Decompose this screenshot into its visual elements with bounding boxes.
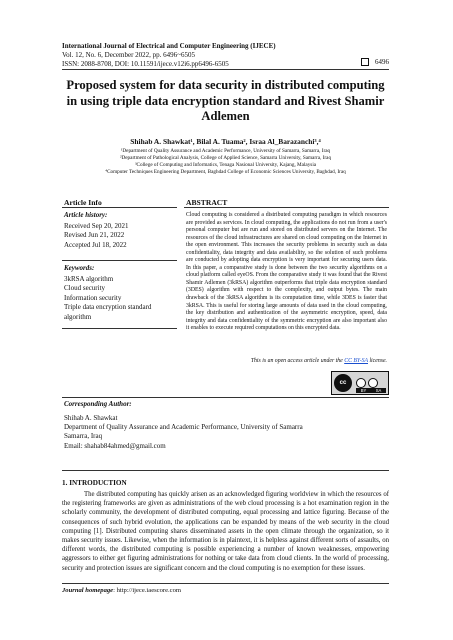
journal-name: International Journal of Electrical and Computer Engineering (IJECE): [62, 42, 276, 50]
author-list: Shihab A. Shawkat¹, Bilal A. Tuama², Israa Al_Barazanchi³,⁴: [130, 137, 321, 146]
keyword: Information security: [64, 293, 122, 302]
license-suffix: license.: [368, 358, 387, 364]
history-heading: Article history:: [64, 211, 108, 219]
journal-issn: ISSN: 2088-8708, DOI: 10.11591/ijece.v12i6.pp6496-6505: [62, 60, 229, 68]
abstract-heading: ABSTRACT: [186, 198, 228, 207]
history-item: Revised Jun 21, 2022: [64, 231, 125, 240]
person-icon: [356, 378, 366, 388]
history-item: Received Sep 20, 2021: [64, 222, 129, 230]
keywords: [64, 264, 176, 322]
paper-title: Proposed system for data security in distributed computing in using triple data encryption standard and Rivest Shamir Adlemen: [66, 78, 385, 123]
license-line: [251, 358, 387, 364]
article-history: [64, 211, 176, 250]
badge-glyphs: [356, 378, 378, 388]
abstract-text: Cloud computing is considered a distributed computing paradigm in which resources are provided as services. In cloud computing, the applications do not run from a user's personal computer but are run and stored on distributed servers on the Internet. The resources of the cloud infrastructures are shared on cloud computing on the Internet in the open environment. This increases the security problems in security such as data confidentiality, data integrity and data availability, so the solution of such problems are conducted by adopting data encryption is very important for securing users data. In this paper, a comparative study is done between the two security algorithms on a cloud platform called eyeOS. From the comparative study it was found that the Rivest Shamir Adlemen (3kRSA) algorithm outperforms that triple data encryption standard (3DES) algorithm with respect to the complexity, and output bytes. The main drawback of the 3kRSA algorithm is its computation time, while 3DES is faster that 3kRSA. This is useful for storing large amounts of data used in the cloud computing, the key distribution and authentication of the asymmetric encryption, speed, data integrity and data confidentiality of the symmetric encryption are also important also it enables to execute required computations on this encrypted data.: [186, 212, 387, 332]
license-prefix: This is an open access article under the: [250, 358, 345, 364]
header-rule: [62, 69, 389, 70]
license-link[interactable]: CC BY-SA: [344, 358, 368, 364]
page-number: 6496: [375, 58, 389, 66]
badge-sa: SA: [375, 388, 382, 393]
affiliation: ³College of Computing and Informatics, Tenaga Nasional University, Kajang, Malaysia: [134, 162, 317, 168]
footer-url[interactable]: : http://ijece.iaescore.com: [113, 587, 182, 594]
corresponding-line: Department of Quality Assurance and Academic Performance, University of Samarra: [64, 423, 303, 432]
footer: [62, 587, 181, 594]
footer-label: Journal homepage: [62, 587, 114, 594]
affiliations: [62, 148, 389, 176]
footer-rule: [62, 583, 389, 584]
keyword: 3kRSA algorithm: [64, 275, 114, 283]
badge-label: [356, 388, 386, 393]
journal-volume: Vol. 12, No. 6, December 2022, pp. 6496~6505: [62, 51, 195, 59]
affiliation: ¹Department of Quality Assurance and Academic Performance, University of Samarra, Samarra, Iraq: [120, 148, 331, 154]
article-info-heading: Article Info: [64, 198, 102, 207]
square-icon: [361, 58, 369, 66]
corresponding-line: Samarra, Iraq: [64, 432, 103, 441]
keyword: algorithm: [64, 312, 92, 321]
keyword: Cloud security: [64, 284, 106, 293]
share-alike-icon: [368, 378, 378, 388]
history-item: Accepted Jul 18, 2022: [64, 240, 127, 249]
section-heading: 1. INTRODUCTION: [62, 479, 127, 487]
corresponding-email[interactable]: Email: shahab84ahmed@gmail.com: [64, 441, 166, 450]
cc-icon: cc: [334, 374, 352, 392]
page-number-block: [361, 58, 389, 66]
badge-by: BY: [360, 388, 367, 393]
keywords-heading: Keywords:: [64, 264, 95, 272]
keywords-rule: [62, 260, 177, 261]
keyword: Triple data encryption standard: [64, 303, 152, 312]
corresponding-details: [64, 414, 303, 451]
corresponding-line: Shihab A. Shawkat: [64, 414, 118, 422]
corresponding-heading: Corresponding Author:: [64, 400, 132, 408]
affiliation: ²Department of Pathological Analysis, College of Applied Science, Samarra University, Samarra, Iraq: [119, 155, 332, 161]
affiliation: ⁴Computer Techniques Engineering Department, Baghdad College of Economic Sciences University, Baghdad, Iraq: [105, 169, 346, 175]
cc-by-sa-badge[interactable]: [331, 371, 389, 395]
introduction-text: The distributed computing has quickly arisen as an acknowledged figuring worldview in which the resources of the registering frameworks are given as administrations of the web cloud processing is a hot examination region in the scholarly community, the development of distributed computing, equal processing and lattice figuring. Because of the consequences of such hybrid evolution, the applications can be expanded by means of the web security in the cloud computing [1]. Distributed computing shares disseminated assets in the open climate through the organization, so it makes security issues. Likewise, when the information is in plaintext, it is helpless against different sorts of assaults, on different words, the distributed computing is possible experiencing a number of known weaknesses, empowering aggressors to either get figuring administrations for nothing or take data from cloud clients. In the world of processing, security and protection issues are significant concern and the cloud computing is no exemption for these issues.: [62, 491, 389, 572]
